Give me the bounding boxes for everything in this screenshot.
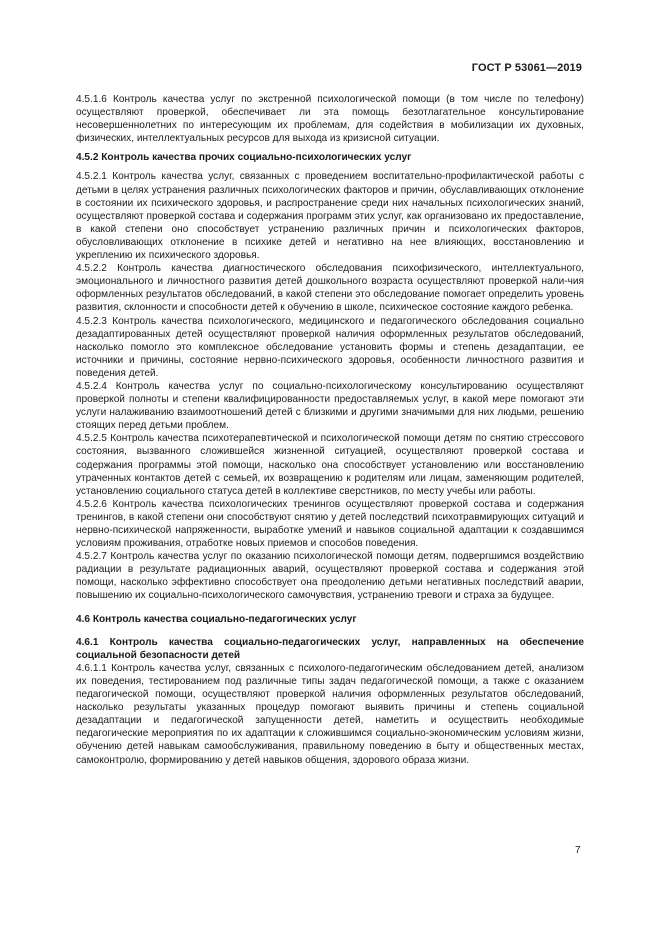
document-body xyxy=(76,93,584,767)
heading-4-6: 4.6 Контроль качества социально-педагогических услуг xyxy=(76,613,357,625)
paragraph-4-5-2-5: 4.5.2.5 Контроль качества психотерапевтической и психологической помощи детям по снятию стрессового состояния, вызванного сложившейся жизненной ситуацией, осуществляют проверкой состава и содержания программы этой помощи, насколько она способствует установлению или восстановлению утраченных контактов детей с семьей, их возвращению к родителям или лицам, заменяющим родителей, установлению социального статуса детей в коллективе сверстников, по месту учебы или работы. xyxy=(76,433,584,497)
standard-header: ГОСТ Р 53061—2019 xyxy=(471,62,582,74)
paragraph-4-6-1-1: 4.6.1.1 Контроль качества услуг, связанных с психолого-педагогическим обследованием детей, анализом их поведения, тестированием под различные типы задач педагогической помощи, а также с оказанием педагогической помощи, осуществляют проверкой наличия оформленных результатов обследований, насколько результаты указанных процедур помогают выявить причины и степень социальной дезадаптации и педагогической запущенности детей, наметить и осуществить необходимые педагогические мероприятия по их адаптации к сложившимся социально-экономическим условиям жизни, обучению детей навыкам самообслуживания, правильному поведению в быту и общественных местах, самоконтролю, формированию у детей навыков общения, здорового образа жизни. xyxy=(76,662,584,766)
paragraph-4-5-1-6-text: 4.5.1.6 Контроль качества услуг по экстренной психологической помощи (в том числе по телефону) осуществляют проверкой, обеспечивает ли эта помощь безотлагательное консультирование несовершеннолетних по интересующим их проблемам, для содействия в мобилизации их духовных, физических, интеллектуальных ресурсов для выхода из кризисной ситуации. xyxy=(76,94,584,145)
paragraph-4-5-2-3: 4.5.2.3 Контроль качества психологического, медицинского и педагогического обследования социально дезадаптированных детей осуществляют проверкой наличия оформленных результатов обследований, насколько помогло это комплексное обследование установить формы и степень дезадаптации, ее источники и причины, состояние нервно-психического здоровья, особенности личностного развития и поведения детей. xyxy=(76,315,584,379)
paragraph-4-5-2-2: 4.5.2.2 Контроль качества диагностического обследования психофизического, интеллектуального, эмоционального и личностного развития детей дошкольного возраста осуществляют проверкой нали-чия оформленных результатов обследований, в какой степени это обследование помогает определить уровень развития, склонности и способности детей к обучению в школе, психическое состояние каждого ребенка. xyxy=(76,263,584,314)
heading-4-5-2: 4.5.2 Контроль качества прочих социально-психологических услуг xyxy=(76,152,412,164)
paragraph-4-5-2-6: 4.5.2.6 Контроль качества психологических тренингов осуществляют проверкой состава и содержания тренингов, в какой степени они способствуют снятию у детей последствий психотравмирующих ситуаций и нервно-психической напряженности, выработке умений и навыков социальной адаптации к создавшимся условиям проживания, отработке новых приемов и способов поведения. xyxy=(76,498,584,550)
heading-4-6-1: 4.6.1 Контроль качества социально-педагогических услуг, направленных на обеспечение социальной безопасности детей xyxy=(76,636,584,661)
page-number: 7 xyxy=(575,845,581,856)
paragraph-4-5-2-4: 4.5.2.4 Контроль качества услуг по социально-психологическому консультированию осуществляют проверкой полноты и степени квалифицированности предоставляемых услуг, в какой мере помогают эти услуги налаживанию взаимоотношений детей с близкими и другими значимыми для них людьми, решению стоящих перед детьми проблем. xyxy=(76,380,584,432)
paragraph-4-5-2-1: 4.5.2.1 Контроль качества услуг, связанных с проведением воспитательно-профилактической работы с детьми в целях устранения различных психологических факторов и причин, обуславливающих отклонение в состоянии их психического здоровья, и распространение среди них начальных психологических знаний, осуществляют проверкой состава и содержания программ этих услуг, как организовано их предоставление, в какой степени оно способствует устранению различных причин и психологических факторов, обусловливающих отклонение в психике детей и негативно на нее влияющих, восстановлению и укреплению их психического здоровья. xyxy=(76,171,584,262)
paragraph-4-5-1-6 xyxy=(76,93,584,145)
paragraph-4-5-2-7: 4.5.2.7 Контроль качества услуг по оказанию психологической помощи детям, подвергшимся воздействию радиации в результате радиационных аварий, осуществляют проверкой состава и содержания этой помощи, насколько эффективно способствует она преодолению детьми негативных последствий аварии, повышению их социально-психологического самочувствия, устранению тревоги и страха за будущее. xyxy=(76,551,584,602)
